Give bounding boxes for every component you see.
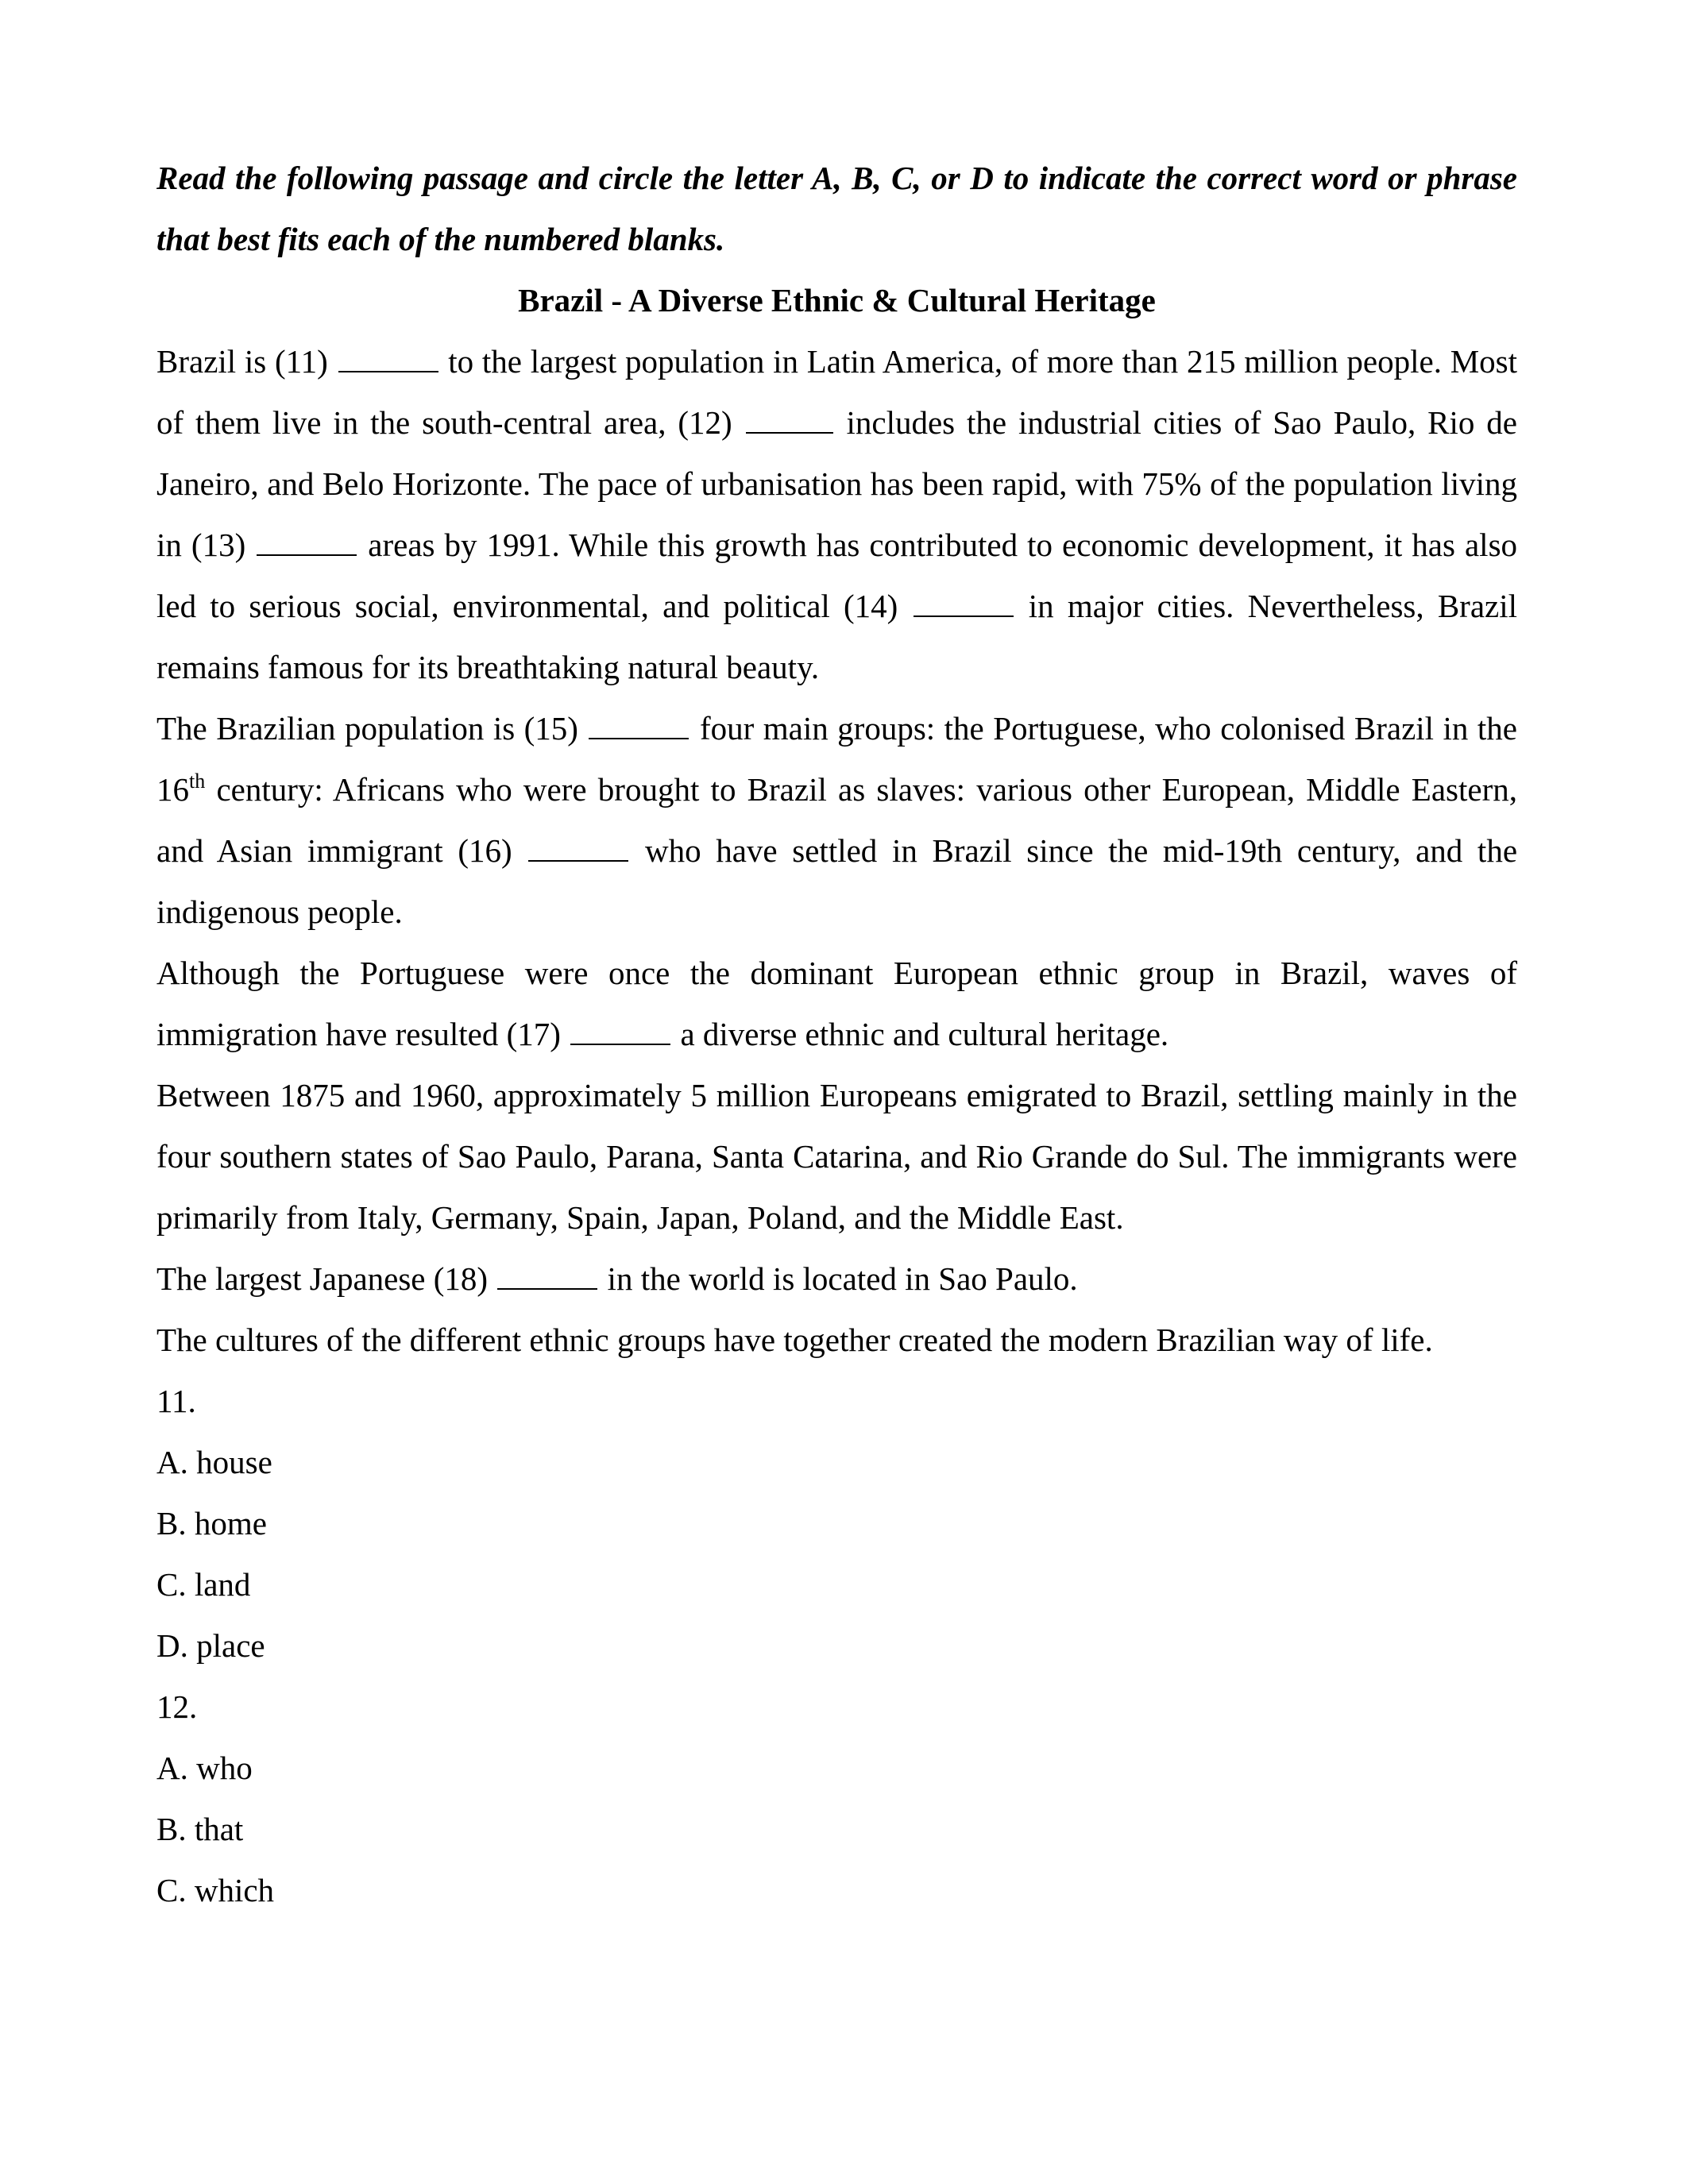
text: to the largest population in Latin America, of more than 215 million people. Most of them live in the south-central area, (12): [156, 343, 1518, 441]
text: in major cities. Nevertheless, Brazil remains famous for its breathtaking natural beauty.: [156, 588, 1518, 685]
text: a diverse ethnic and cultural heritage.: [680, 1016, 1169, 1052]
document-page: [156, 148, 1517, 1921]
text: four main groups: the Portuguese, who colonised Brazil in the 16: [156, 710, 1517, 808]
paragraph-3: [156, 943, 1517, 1065]
blank-11: [338, 347, 438, 372]
paragraph-6: The cultures of the different ethnic groups have together created the modern Brazilian way of life.: [156, 1322, 1433, 1358]
blank-15: [589, 714, 689, 739]
option-b[interactable]: B. home: [156, 1505, 267, 1542]
option-c[interactable]: C. which: [156, 1872, 275, 1908]
blank-18: [497, 1264, 597, 1290]
text: The largest Japanese (18): [156, 1260, 489, 1297]
option-a[interactable]: A. house: [156, 1444, 272, 1480]
text: includes the industrial cities of Sao Paulo, Rio de Janeiro, and Belo Horizonte. The pace of urbanisation has been rapid, with 75% of the population living in (13): [156, 404, 1518, 563]
paragraph-2: [156, 698, 1517, 943]
question-11: [156, 1371, 1517, 1677]
text: areas by 1991. While this growth has contributed to economic development, it has also led to serious social, environmental, and political (14): [156, 527, 1518, 624]
text: who have settled in Brazil since the mid-19th century, and the indigenous people.: [156, 832, 1518, 930]
text: The Brazilian population is (15): [156, 710, 578, 747]
paragraph-4: Between 1875 and 1960, approximately 5 million Europeans emigrated to Brazil, settling mainly in the four southern states of Sao Paulo, Parana, Santa Catarina, and Rio Grande do Sul. The immigrants were primarily from Italy, Germany, Spain, Japan, Poland, and the Middle East.: [156, 1077, 1517, 1236]
paragraph-1: [156, 331, 1517, 698]
superscript: th: [189, 770, 206, 793]
question-12: [156, 1677, 1517, 1921]
instructions: Read the following passage and circle the letter A, B, C, or D to indicate the correct word or phrase that best fits each of the numbered blanks.: [156, 160, 1517, 257]
blank-13: [257, 531, 357, 556]
question-number: 11.: [156, 1383, 196, 1419]
text: Although the Portuguese were once the dominant European ethnic group in Brazil, waves of immigration have resulted (17): [156, 955, 1517, 1052]
option-c[interactable]: C. land: [156, 1566, 251, 1603]
passage-title: Brazil - A Diverse Ethnic & Cultural Heritage: [518, 282, 1156, 318]
option-b[interactable]: B. that: [156, 1811, 244, 1847]
blank-12: [746, 408, 833, 434]
text: century: Africans who were brought to Brazil as slaves: various other European, Middle Eastern, and Asian immigrant (16): [156, 771, 1517, 869]
blank-16: [528, 836, 628, 862]
blank-17: [570, 1020, 670, 1045]
option-a[interactable]: A. who: [156, 1750, 253, 1786]
question-number: 12.: [156, 1688, 198, 1725]
paragraph-5: [156, 1248, 1517, 1310]
blank-14: [914, 592, 1014, 617]
text: Brazil is (11): [156, 343, 328, 380]
option-d[interactable]: D. place: [156, 1627, 265, 1664]
text: in the world is located in Sao Paulo.: [607, 1260, 1078, 1297]
